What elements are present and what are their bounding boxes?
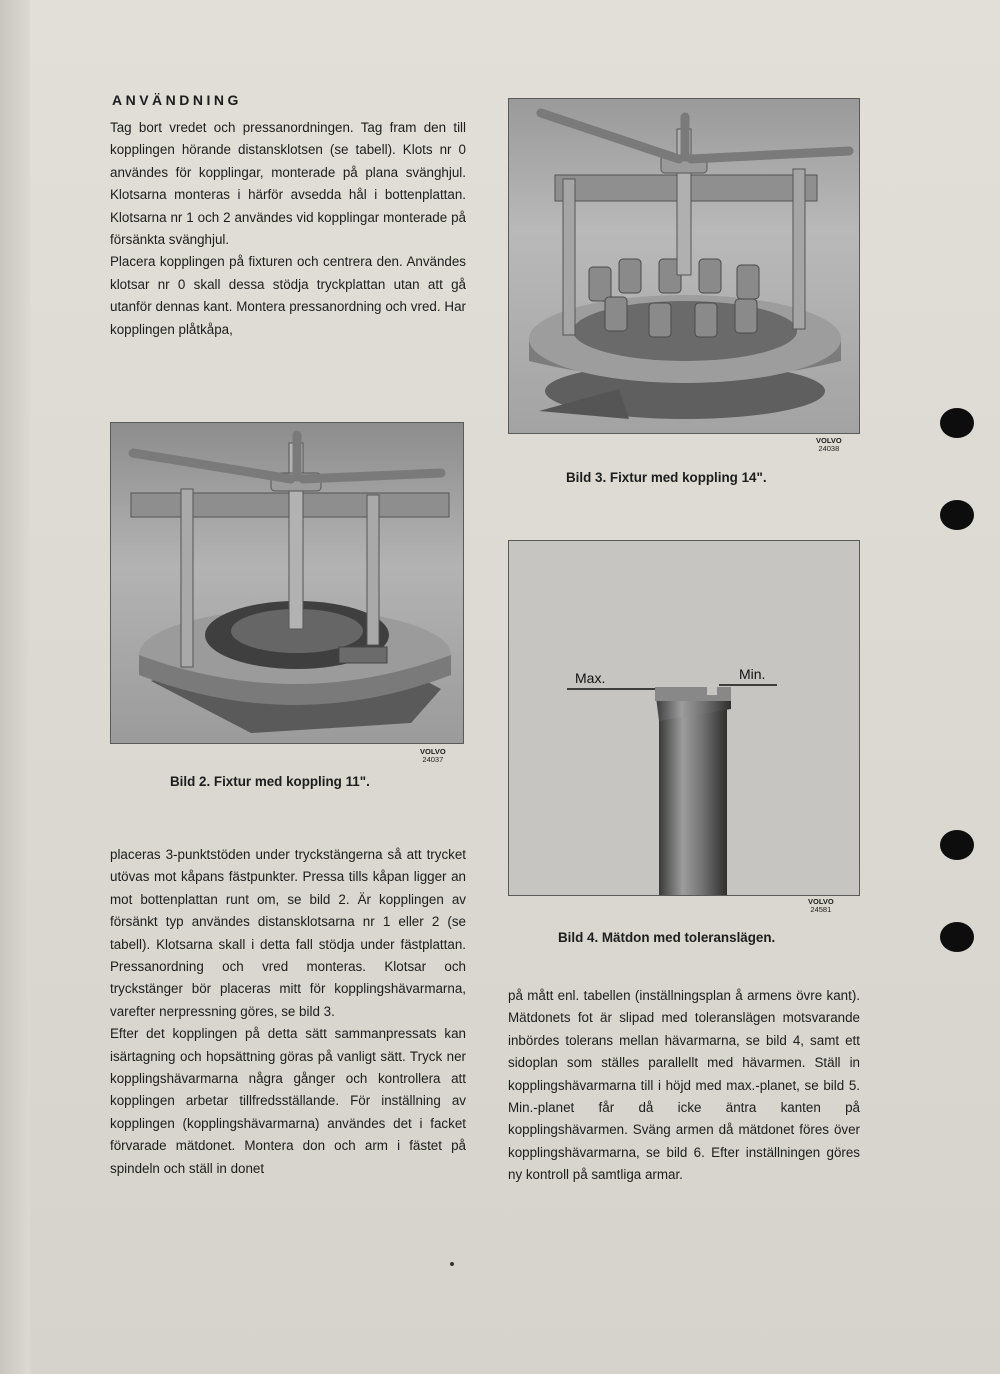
binder-hole xyxy=(940,500,974,530)
volvo-photo-ref xyxy=(816,437,842,453)
photo-fixture-11 xyxy=(110,422,464,744)
fixture-14-illustration xyxy=(509,99,860,434)
paragraph: Efter det kopplingen på detta sätt sammanpressats kan isärtagning och hopsättning göras på vanligt sätt. Tryck ner kopplingshävarmarna några gånger och kontrollera att kopplingen arbetar tillfredsställande. För inställning av kopplingen (kopplingshävarmarna) användes det i facket förvarade mätdonet. Montera don och arm i fästet på spindeln och ställ in donet xyxy=(110,1026,466,1176)
text-column-bottom-left xyxy=(110,844,466,1180)
gauge-illustration xyxy=(509,541,860,896)
photo-number: 24037 xyxy=(422,755,444,764)
binder-hole xyxy=(940,830,974,860)
text-column-bottom-right xyxy=(508,985,860,1187)
photo-gauge xyxy=(508,540,860,896)
binder-hole xyxy=(940,922,974,952)
paragraph: placeras 3-punktstöden under tryckstängerna så att trycket utövas mot kåpans fästpunkter. Pressa tills kåpan ligger an mot bottenplattan runt om, se bild 2. Är kopplingen av försänkt typ användes distansklotsarna nr 1 eller 2 (se tabell). Klotsarna skall i detta fall stödja under fästplattan. Pressanordning och vred monteras. Klotsar och tryckstänger bör placeras mitt för kopplingshävarmarna, varefter nerpressning göres, se bild 3. xyxy=(110,847,466,1019)
volvo-photo-ref xyxy=(420,748,446,764)
paragraph: på mått enl. tabellen (inställningsplan å armens övre kant). Mätdonets fot är slipad med toleranslägen motsvarande inbördes tolerans mellan hävarmarna, se bild 4, samt ett sidoplan som ställes parallellt med hävarmen. Ställ in kopplingshävarmarna till i höjd med max.-planet, se bild 5. Min.-planet får då icke äntra kanten på kopplingshävarmen. Sväng armen då mätdonet föres över kopplingshävarmarna, se bild 6. Efter inställningen göres ny kontroll på samtliga armar. xyxy=(508,988,860,1183)
section-heading: ANVÄNDNING xyxy=(112,92,242,108)
page-edge-shadow xyxy=(0,0,30,1374)
photo-number: 24038 xyxy=(818,444,840,453)
paragraph: Tag bort vredet och pressanordningen. Tag fram den till kopplingen hörande distansklotsen (se tabell). Klots nr 0 användes för kopplingar, monterade på plana svänghjul. Klotsarna monteras i härför avsedda hål i bottenplattan. Klotsarna nr 1 och 2 användes vid kopplingar monterade på försänkta svänghjul. xyxy=(110,120,466,248)
text-column-top-left xyxy=(110,117,466,341)
photo-fixture-14 xyxy=(508,98,860,434)
fixture-11-illustration xyxy=(111,423,464,744)
photo-number: 24581 xyxy=(810,905,832,914)
volvo-brand: VOLVO xyxy=(420,747,446,756)
figure-caption-bild3: Bild 3. Fixtur med koppling 14". xyxy=(566,470,767,485)
volvo-photo-ref xyxy=(808,898,834,914)
min-label: Min. xyxy=(739,666,766,682)
binder-hole xyxy=(940,408,974,438)
max-label: Max. xyxy=(575,670,606,686)
figure-caption-bild4: Bild 4. Mätdon med toleranslägen. xyxy=(558,930,776,945)
figure-caption-bild2: Bild 2. Fixtur med koppling 11". xyxy=(170,774,370,789)
paragraph: Placera kopplingen på fixturen och centrera den. Användes klotsar nr 0 skall dessa stödja tryckplattan utan att gå utanför dennas kant. Montera pressanordning och vred. Har kopplingen plåtkåpa, xyxy=(110,254,466,337)
volvo-brand: VOLVO xyxy=(816,436,842,445)
page-speck xyxy=(450,1262,454,1266)
volvo-brand: VOLVO xyxy=(808,897,834,906)
